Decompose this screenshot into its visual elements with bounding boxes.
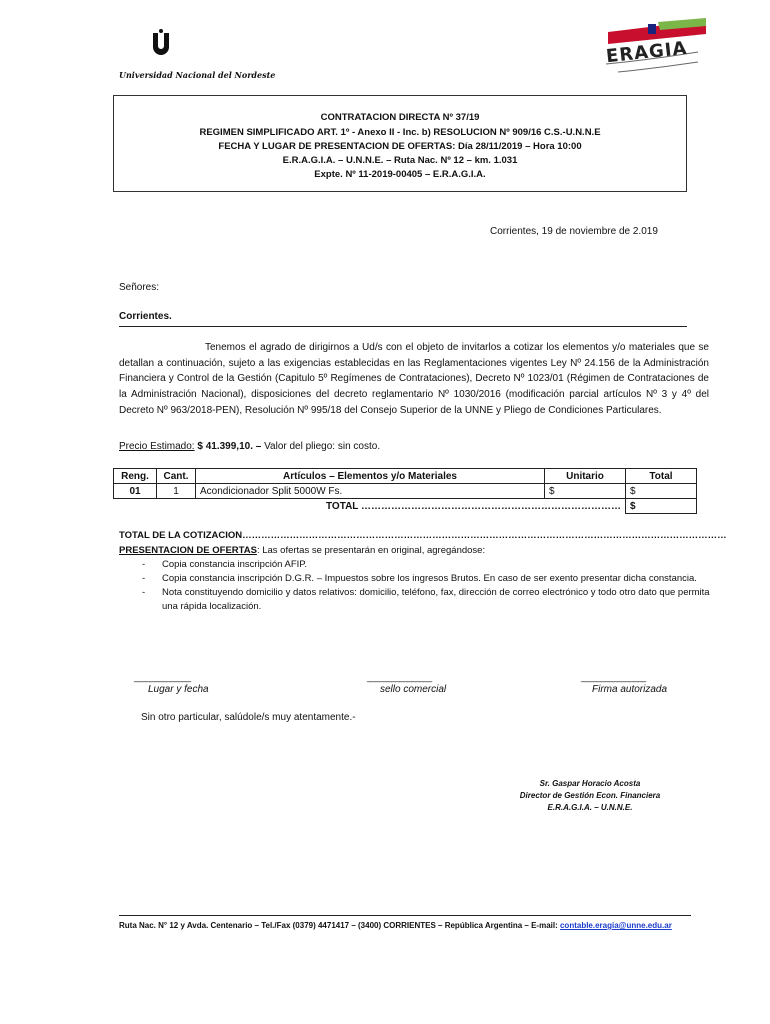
total-cotizacion: TOTAL DE LA COTIZACION……………………………………………………………………………………………………………………………………… — [119, 530, 727, 541]
salutation: Señores: — [119, 282, 160, 293]
presentacion-ofertas — [119, 545, 485, 556]
signature-line-firma: ________________ — [581, 672, 646, 682]
presentacion-text: : Las ofertas se presentarán en original, agregándose: — [256, 545, 486, 556]
precio-estimado — [119, 441, 380, 452]
items-table — [113, 468, 697, 514]
requirements-list — [140, 558, 710, 614]
regimen-line: REGIMEN SIMPLIFICADO ART. 1º - Anexo II - Inc. b) RESOLUCION Nº 909/16 C.S.-U.N.N.E — [199, 127, 601, 138]
unne-emblem-icon — [118, 28, 238, 72]
label-firma-autorizada: Firma autorizada — [592, 684, 668, 695]
fecha-lugar-line: FECHA Y LUGAR DE PRESENTACION DE OFERTAS: Día 28/11/2019 – Hora 10:00 — [218, 141, 582, 152]
col-reng: Reng. — [114, 469, 157, 484]
cell-articulo: Acondicionador Split 5000W Fs. — [196, 484, 545, 499]
col-articulos: Artículos – Elementos y/o Materiales — [196, 469, 545, 484]
letter-body: Tenemos el agrado de dirigirnos a Ud/s con el objeto de invitarlos a cotizar los elementos y/o materiales que se detallan a continuación, sujeto a las exigencias establecidas en las Reglamentaciones vigentes Ley Nº 24.156 de la Administración Financiera y Control de la Gestión (Capitulo 5º Regímenes de Contrataciones), Decreto Nº 1023/01 (Régimen de Contrataciones de la Administración Nacional), disposiciones del decreto reglamentario Nº 1030/2016 (modificación parcial artículos Nº 3 y 4º del Decreto Nº 963/2018-PEN), Resolución Nº 995/18 del Consejo Superior de la UNNE y Pliego de Condiciones Particulares. — [119, 342, 709, 416]
signature-line-lugar: ______________ — [134, 672, 191, 682]
footer-text: Ruta Nac. N° 12 y Avda. Centenario – Tel./Fax (0379) 4471417 – (3400) CORRIENTES – República Argentina – E-mail: — [119, 921, 560, 930]
cell-unitario: $ — [545, 484, 626, 499]
footer-email-link[interactable]: contable.eragia@unne.edu.ar — [559, 921, 672, 930]
addressee-city: Corrientes. — [119, 311, 172, 322]
footer-divider — [119, 915, 691, 916]
university-name: Universidad Nacional del Nordeste — [119, 70, 276, 80]
signer-block — [470, 778, 710, 814]
eragia-logo — [598, 18, 708, 80]
label-sello-comercial: sello comercial — [380, 684, 447, 695]
precio-suffix: Valor del pliego: sin costo. — [261, 441, 381, 452]
total-value: $ — [626, 499, 697, 514]
signature-line-sello: ________________ — [367, 672, 432, 682]
contract-header-box — [113, 95, 687, 192]
signer-name: Sr. Gaspar Horacio Acosta — [539, 779, 641, 788]
table-total-row — [114, 499, 697, 514]
col-total: Total — [626, 469, 697, 484]
closing-line: Sin otro particular, salúdole/s muy atentamente.- — [141, 712, 356, 723]
col-cant: Cant. — [157, 469, 196, 484]
precio-label: Precio Estimado: — [119, 441, 195, 452]
expediente-line: Expte. Nº 11-2019-00405 – E.R.A.G.I.A. — [314, 169, 486, 180]
footer — [119, 921, 672, 930]
cell-total: $ — [626, 484, 697, 499]
list-item: - Copia constancia inscripción AFIP. — [140, 558, 710, 572]
cell-reng: 01 — [114, 484, 157, 499]
location-line: E.R.A.G.I.A. – U.N.N.E. – Ruta Nac. Nº 12 – km. 1.031 — [282, 155, 518, 166]
list-item: - Copia constancia inscripción D.G.R. – Impuestos sobre los ingresos Brutos. En caso de ser exento presentar dicha constancia. — [140, 572, 710, 586]
signer-title: Director de Gestión Econ. Financiera — [519, 791, 661, 800]
eragia-logo-text: ERAGIA — [605, 37, 689, 68]
table-row — [114, 484, 697, 499]
presentacion-label: PRESENTACION DE OFERTAS — [119, 545, 257, 556]
total-label: TOTAL …………………………………………………………………… — [326, 500, 621, 512]
precio-value: $ 41.399,10. – — [197, 441, 262, 452]
signer-org: E.R.A.G.I.A. – U.N.N.E. — [547, 803, 633, 812]
list-item: - Nota constituyendo domicilio y datos relativos: domicilio, teléfono, fax, dirección de correo electrónico y todo otro dato que permita una rápida localización. — [140, 586, 710, 614]
divider — [119, 326, 687, 327]
col-unitario: Unitario — [545, 469, 626, 484]
label-lugar-fecha: Lugar y fecha — [148, 684, 209, 695]
contract-title: CONTRATACION DIRECTA Nº 37/19 — [320, 112, 480, 123]
cell-cant: 1 — [157, 484, 196, 499]
letter-date: Corrientes, 19 de noviembre de 2.019 — [490, 226, 658, 237]
table-header-row — [114, 469, 697, 484]
